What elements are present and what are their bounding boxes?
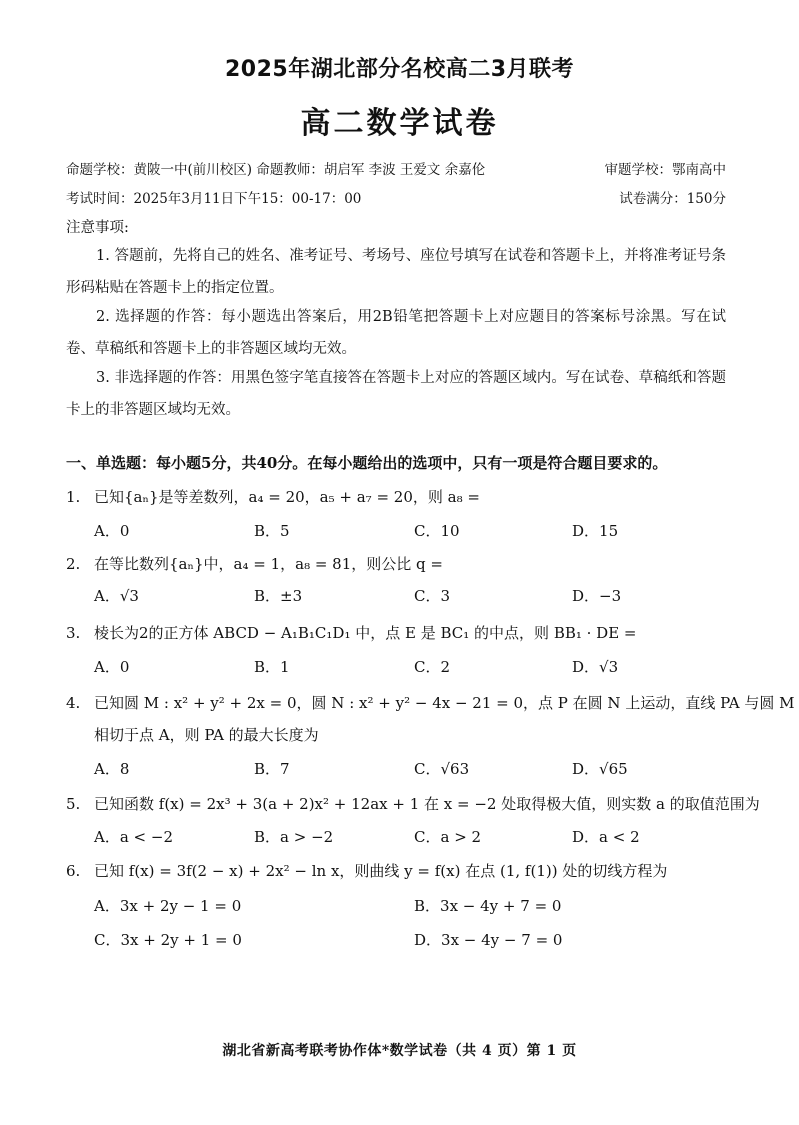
question-number: 5. <box>66 795 81 813</box>
option-c: C．3 <box>414 587 451 605</box>
question-number: 3. <box>66 624 81 642</box>
question-text: 在等比数列{aₙ}中，a₄ = 1，a₈ = 81，则公比 q = <box>94 555 443 573</box>
exam-title: 2025年湖北部分名校高二3月联考 <box>224 57 575 82</box>
option-d: D．√65 <box>572 760 628 778</box>
question-1-options <box>94 520 734 542</box>
question-6-options-row-2 <box>94 929 734 951</box>
option-d: D．3x − 4y − 7 = 0 <box>414 931 563 949</box>
option-a: A．8 <box>94 760 130 778</box>
question-text: 已知{aₙ}是等差数列，a₄ = 20，a₅ + a₇ = 20，则 a₈ = <box>94 488 480 506</box>
question-1 <box>66 486 480 507</box>
notice-title: 注意事项: <box>66 220 129 236</box>
option-c: C．3x + 2y + 1 = 0 <box>94 931 242 949</box>
option-d: D．a < 2 <box>572 828 640 846</box>
question-5 <box>66 793 760 814</box>
notice-item-1-text: 1. 答题前，先将自己的姓名、准考证号、考场号、座位号填写在试卷和答题卡上，并将准考证号条形码粘贴在答题卡上的指定位置。 <box>66 248 726 296</box>
meta-line-2 <box>66 187 726 207</box>
option-b: B．a > −2 <box>254 828 334 846</box>
exam-time: 考试时间：2025年3月11日下午15：00-17：00 <box>66 191 362 207</box>
option-a: A．3x + 2y − 1 = 0 <box>94 897 242 915</box>
page-footer: 湖北省新高考联考协作体*数学试卷（共 4 页）第 1 页 <box>222 1043 577 1059</box>
option-b: B．7 <box>254 760 290 778</box>
question-2 <box>66 553 443 574</box>
notice-item-3-text: 3. 非选择题的作答：用黑色签字笔直接答在答题卡上对应的答题区域内。写在试卷、草稿纸和答题卡上的非答题区域均无效。 <box>66 370 726 418</box>
option-a: A．√3 <box>94 587 139 605</box>
question-text: 已知 f(x) = 3f(2 − x) + 2x² − ln x，则曲线 y = f(x) 在点 (1, f(1)) 处的切线方程为 <box>94 862 668 880</box>
question-6 <box>66 860 667 881</box>
question-6-options-row-1 <box>94 895 734 917</box>
option-d: D．−3 <box>572 587 622 605</box>
question-number: 1. <box>66 488 81 506</box>
option-a: A．0 <box>94 658 130 676</box>
question-4-continued: 相切于点 A，则 PA 的最大长度为 <box>94 726 319 744</box>
option-a: A．0 <box>94 522 130 540</box>
option-d: D．15 <box>572 522 619 540</box>
paper-title: 高二数学试卷 <box>300 106 499 141</box>
option-c: C．2 <box>414 658 451 676</box>
full-score: 试卷满分：150分 <box>619 191 726 207</box>
section-title: 一、单选题：每小题5分，共40分。在每小题给出的选项中，只有一项是符合题目要求的。 <box>66 454 668 472</box>
question-text: 已知函数 f(x) = 2x³ + 3(a + 2)x² + 12ax + 1 在 x = −2 处取得极大值，则实数 a 的取值范围为 <box>94 795 760 813</box>
question-5-options <box>94 826 734 848</box>
option-c: C．a > 2 <box>414 828 482 846</box>
option-b: B．3x − 4y + 7 = 0 <box>414 897 562 915</box>
notice-item-1 <box>66 240 726 304</box>
option-a: A．a < −2 <box>94 828 173 846</box>
question-4-options <box>94 758 734 780</box>
reviewer-info: 审题学校：鄂南高中 <box>604 162 726 178</box>
option-c: C．√63 <box>414 760 470 778</box>
meta-line-1 <box>66 158 726 178</box>
option-b: B．5 <box>254 522 290 540</box>
option-b: B．±3 <box>254 587 303 605</box>
question-3-options <box>94 656 734 678</box>
question-number: 6. <box>66 862 81 880</box>
question-text: 已知圆 M : x² + y² + 2x = 0，圆 N : x² + y² − 4x − 21 = 0，点 P 在圆 N 上运动，直线 PA 与圆 M <box>94 694 795 712</box>
proposer-info: 命题学校：黄陂一中(前川校区) 命题教师：胡启军 李波 王爱文 余嘉伦 <box>66 162 486 178</box>
notice-item-3 <box>66 362 726 426</box>
question-3 <box>66 622 637 643</box>
notice-item-2 <box>66 301 726 365</box>
question-2-options <box>94 585 734 607</box>
question-text: 棱长为2的正方体 ABCD − A₁B₁C₁D₁ 中，点 E 是 BC₁ 的中点，则 BB₁ · DE = <box>94 624 637 642</box>
notice-item-2-text: 2. 选择题的作答：每小题选出答案后，用2B铅笔把答题卡上对应题目的答案标号涂黑。写在试卷、草稿纸和答题卡上的非答题区域均无效。 <box>66 309 726 357</box>
option-d: D．√3 <box>572 658 619 676</box>
question-number: 2. <box>66 555 81 573</box>
question-number: 4. <box>66 694 81 712</box>
option-b: B．1 <box>254 658 290 676</box>
question-4 <box>66 692 795 713</box>
option-c: C．10 <box>414 522 460 540</box>
